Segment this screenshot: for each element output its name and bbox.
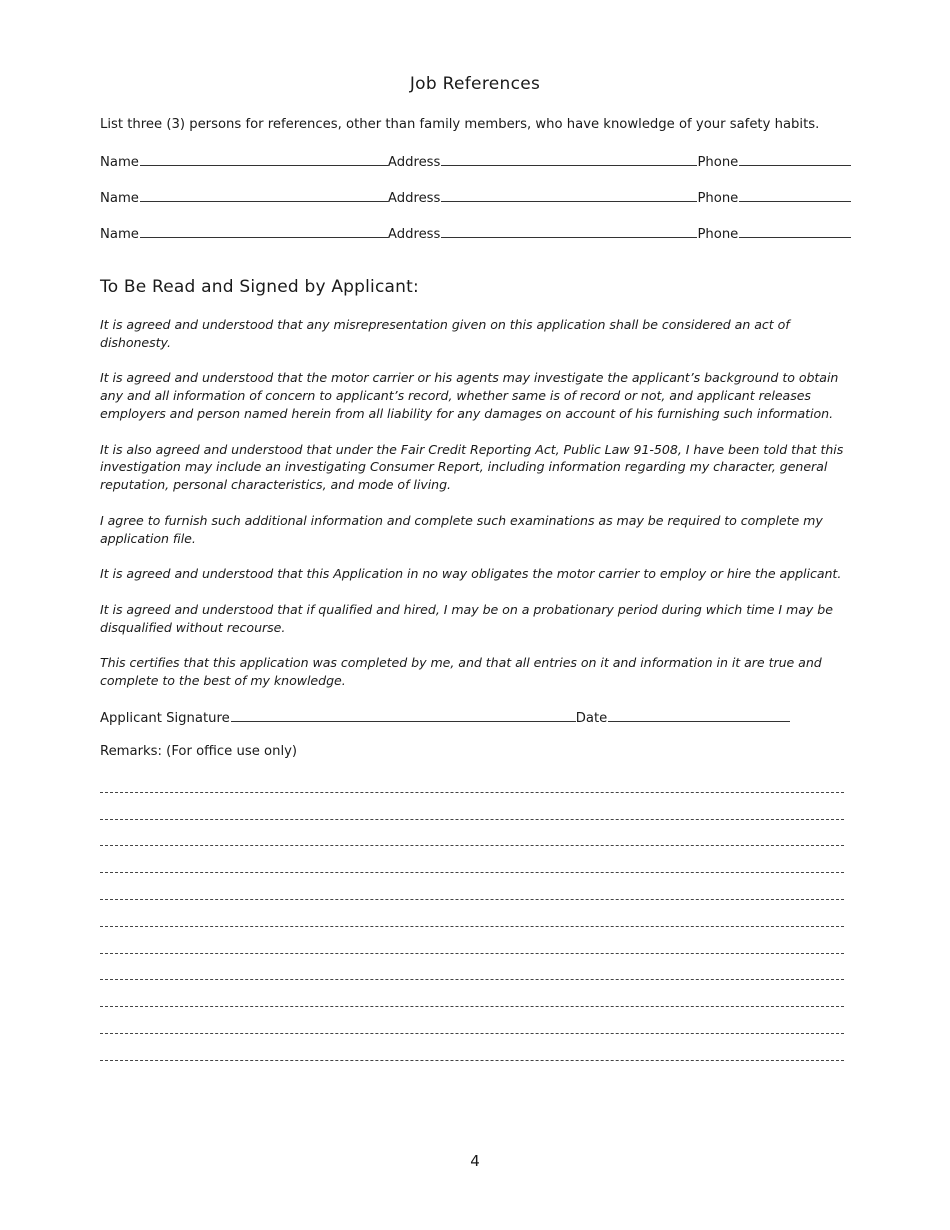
remarks-line[interactable]	[100, 820, 844, 847]
reference-address-field[interactable]	[388, 152, 698, 170]
remarks-line[interactable]	[100, 980, 844, 1007]
term-paragraph: It is also agreed and understood that under the Fair Credit Reporting Act, Public Law 91-508, I have been told that this investigation may include an investigating Consumer Report, including information regarding my character, general reputation, personal characteristics, and mode of living.	[100, 441, 844, 493]
phone-input-line[interactable]	[739, 152, 851, 166]
reference-row	[100, 152, 850, 188]
remarks-line[interactable]	[100, 873, 844, 900]
phone-label: Phone	[697, 191, 739, 206]
reference-name-field[interactable]	[100, 224, 388, 242]
name-input-line[interactable]	[140, 152, 388, 166]
term-paragraph: It is agreed and understood that the motor carrier or his agents may investigate the applicant’s background to obtain any and all information of concern to applicant’s record, whether same is of record or not, and applicant releases employers and person named herein from all liability for any damages on account of his furnishing such information.	[100, 370, 839, 421]
reference-phone-field[interactable]	[697, 152, 851, 170]
terms-list	[100, 316, 852, 708]
reference-name-field[interactable]	[100, 152, 388, 170]
phone-input-line[interactable]	[739, 188, 851, 202]
address-input-line[interactable]	[441, 224, 697, 238]
references-list	[100, 152, 850, 260]
reference-row	[100, 188, 850, 224]
term-paragraph: It is agreed and understood that if qualified and hired, I may be on a probationary period during which time I may be disqualified without recourse.	[100, 601, 833, 635]
page-number: 4	[470, 1152, 480, 1170]
remarks-line[interactable]	[100, 846, 844, 873]
address-label: Address	[387, 191, 441, 206]
remarks-line[interactable]	[100, 927, 844, 954]
form-page	[100, 0, 850, 1230]
reference-phone-field[interactable]	[697, 224, 851, 242]
phone-label: Phone	[697, 155, 739, 170]
term-paragraph: It is agreed and understood that any misrepresentation given on this application shall be considered an act of dishonesty.	[100, 317, 790, 350]
term-paragraph: It is agreed and understood that this Application in no way obligates the motor carrier to employ or hire the applicant.	[100, 566, 842, 582]
remarks-line[interactable]	[100, 1007, 844, 1034]
reference-phone-field[interactable]	[697, 188, 851, 206]
page-title: Job References	[409, 74, 541, 94]
signature-row	[100, 708, 790, 726]
references-instructions: List three (3) persons for references, other than family members, who have knowledge of your safety habits.	[100, 117, 820, 132]
name-input-line[interactable]	[140, 188, 388, 202]
remarks-line[interactable]	[100, 766, 844, 793]
phone-input-line[interactable]	[739, 224, 851, 238]
name-label: Name	[100, 155, 139, 170]
remarks-label: Remarks: (For office use only)	[100, 744, 298, 759]
remarks-area[interactable]	[100, 766, 844, 1061]
phone-label: Phone	[697, 227, 739, 242]
remarks-line[interactable]	[100, 1034, 844, 1061]
signature-input-line[interactable]	[231, 708, 576, 722]
name-input-line[interactable]	[140, 224, 388, 238]
remarks-line[interactable]	[100, 900, 844, 927]
date-input-line[interactable]	[608, 708, 790, 722]
reference-name-field[interactable]	[100, 188, 388, 206]
date-label: Date	[575, 711, 608, 726]
name-label: Name	[100, 191, 139, 206]
name-label: Name	[100, 227, 139, 242]
remarks-line[interactable]	[100, 954, 844, 981]
section-title: To Be Read and Signed by Applicant:	[100, 277, 419, 297]
address-label: Address	[387, 155, 441, 170]
address-label: Address	[387, 227, 441, 242]
reference-address-field[interactable]	[388, 188, 698, 206]
reference-row	[100, 224, 850, 260]
term-paragraph: I agree to furnish such additional information and complete such examinations as may be required to complete my application file.	[100, 512, 823, 546]
term-paragraph: This certifies that this application was completed by me, and that all entries on it and information in it are true and complete to the best of my knowledge.	[100, 655, 822, 688]
signature-label: Applicant Signature	[100, 711, 230, 726]
address-input-line[interactable]	[441, 188, 697, 202]
remarks-line[interactable]	[100, 793, 844, 820]
reference-address-field[interactable]	[388, 224, 698, 242]
address-input-line[interactable]	[441, 152, 697, 166]
